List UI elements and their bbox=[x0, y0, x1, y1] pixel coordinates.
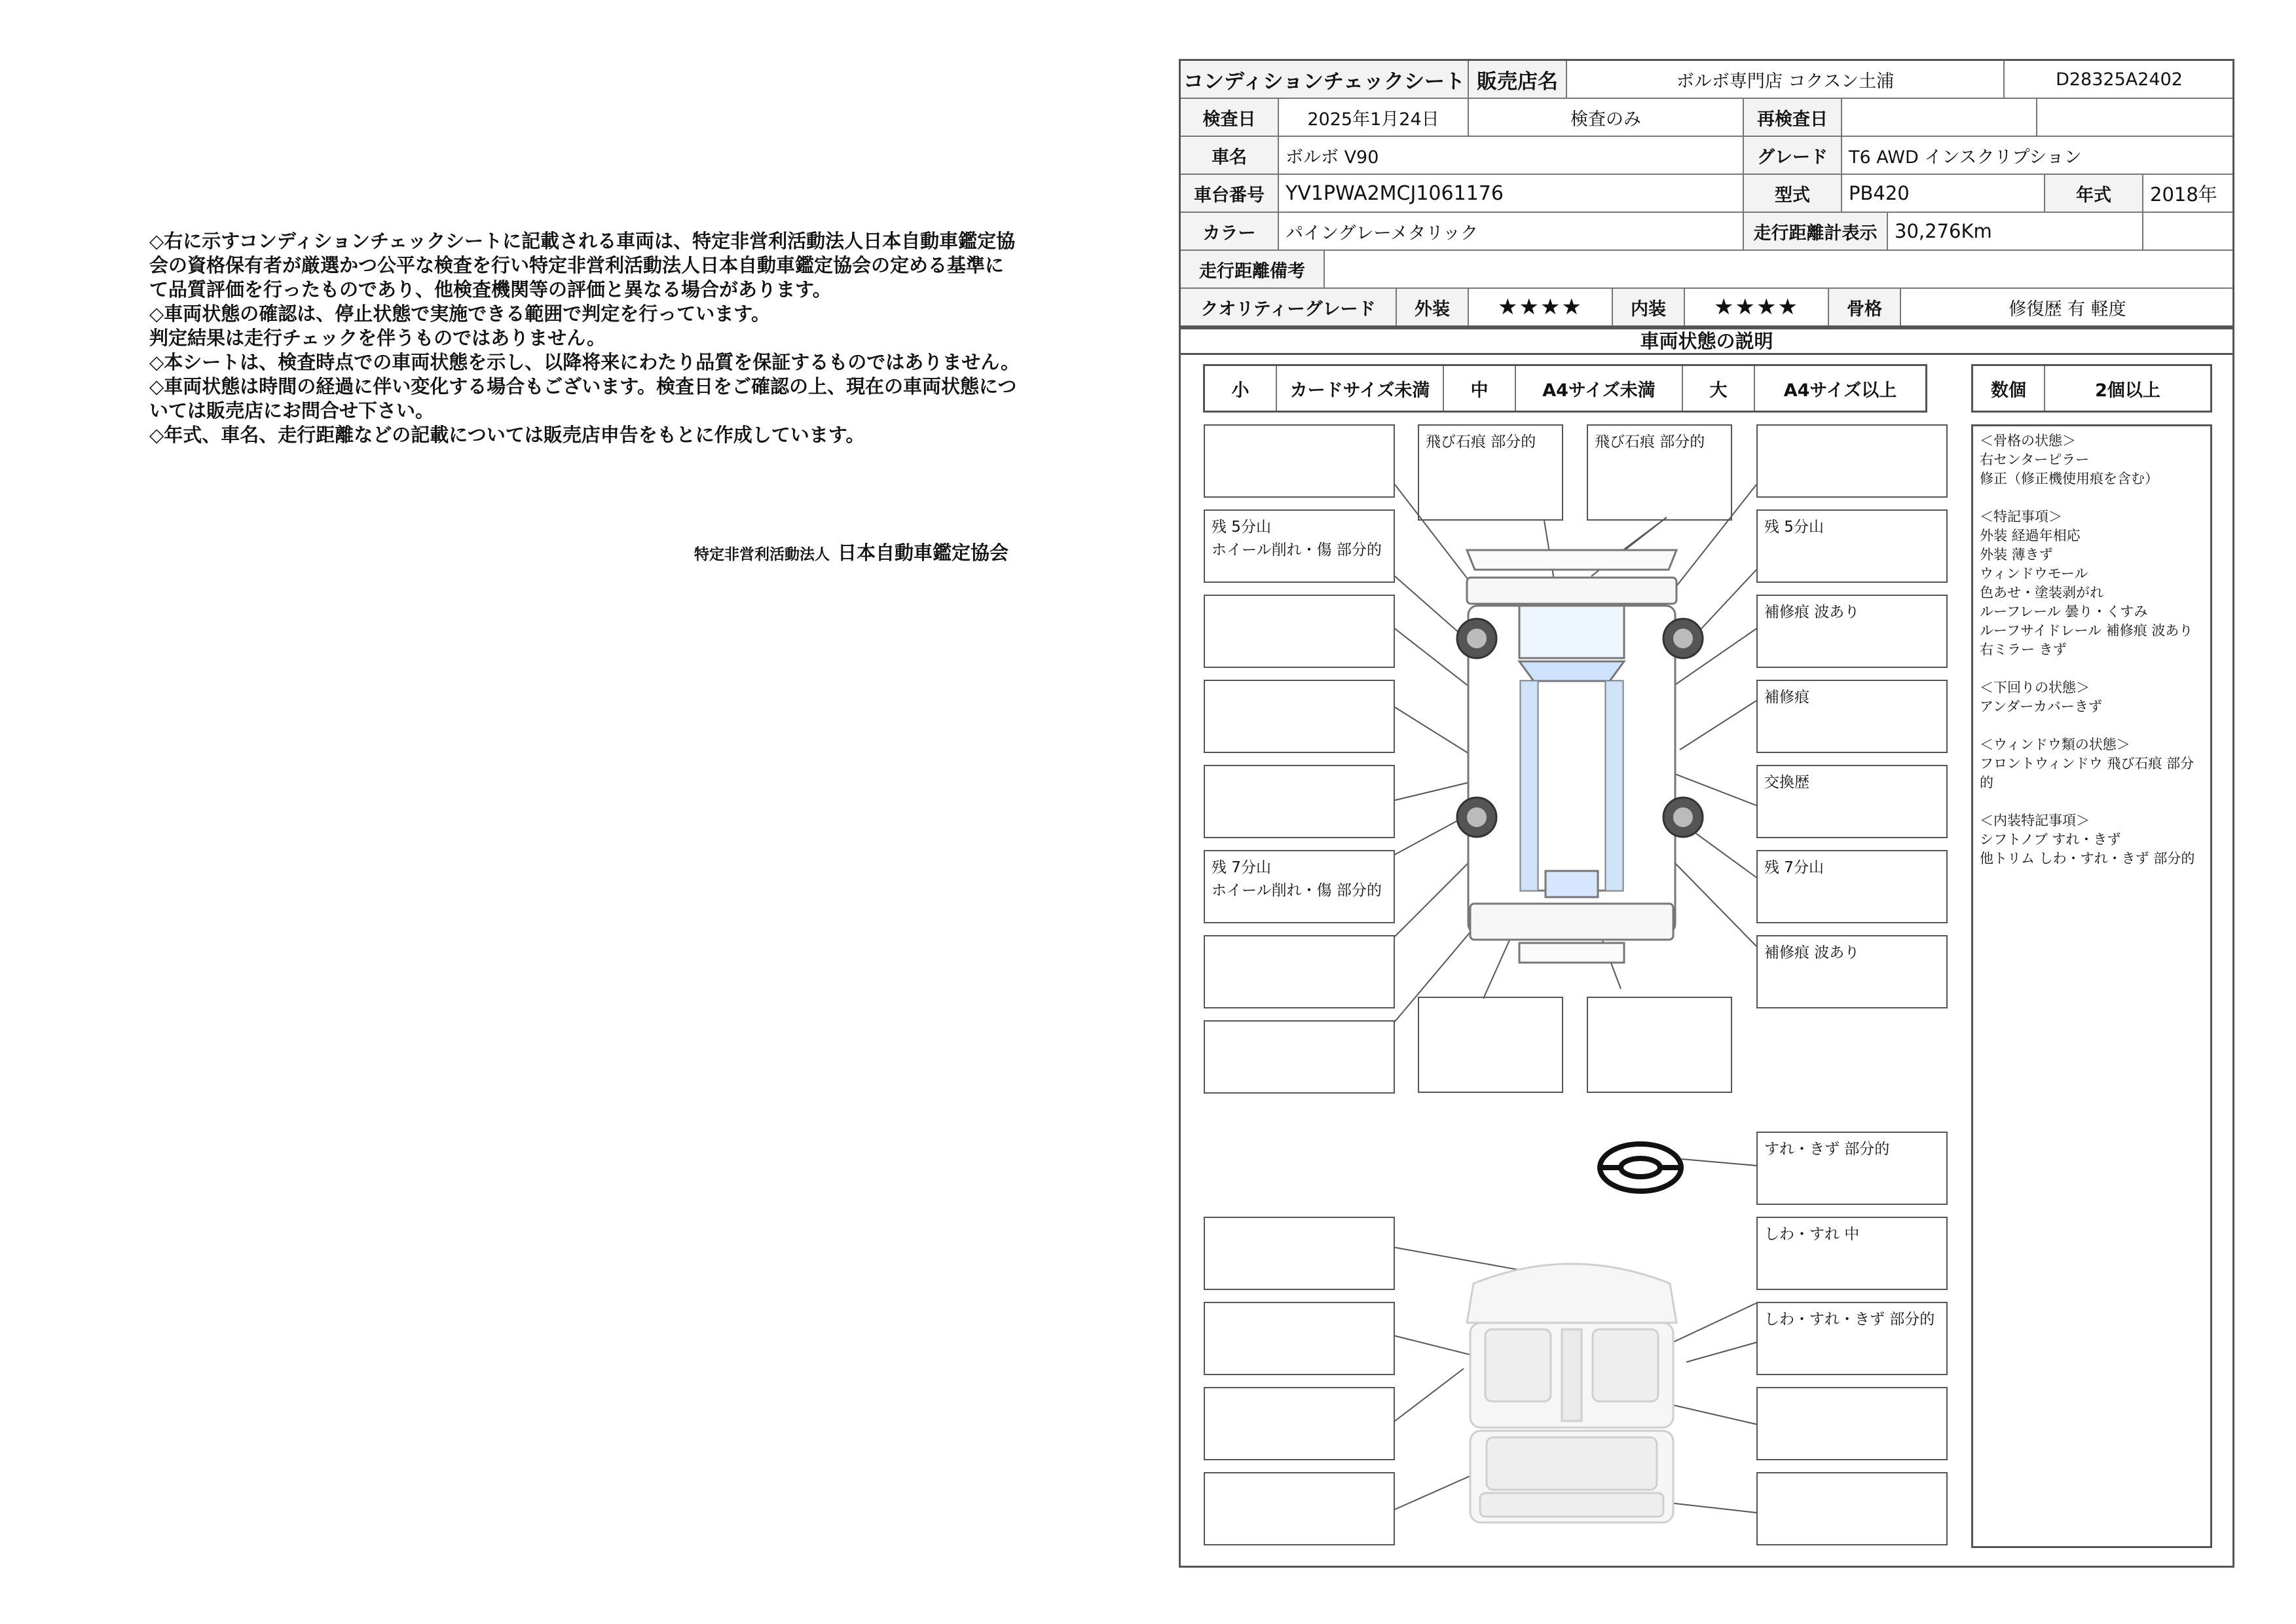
callout-top-mid-1 bbox=[1418, 424, 1563, 521]
callout-left-6 bbox=[1204, 850, 1395, 923]
summary-line: 右ミラー きず bbox=[1980, 642, 2067, 657]
callout-top-mid-2 bbox=[1587, 424, 1732, 521]
inspect-date-label: 検査日 bbox=[1181, 99, 1279, 136]
summary-line: ウィンドウモール bbox=[1980, 566, 2088, 581]
car-name: ボルボ V90 bbox=[1279, 137, 1744, 174]
callout-text: 補修痕 bbox=[1764, 689, 1809, 706]
callout-text: 残 7分山 bbox=[1212, 859, 1271, 876]
summary-line: 修正（修正機使用痕を含む） bbox=[1980, 471, 2158, 487]
summary-line: 右センターピラー bbox=[1980, 452, 2090, 468]
year: 2018年 bbox=[2150, 183, 2217, 206]
chassis-label: 車台番号 bbox=[1181, 175, 1279, 212]
exterior-stars: ★★★★ bbox=[1469, 289, 1613, 325]
legend-medium: 中 bbox=[1444, 366, 1516, 411]
callout-left-1 bbox=[1204, 424, 1395, 498]
legend-small-desc: カードサイズ未満 bbox=[1277, 366, 1444, 411]
note-line: ◇右に示すコンディションチェックシートに記載される車両は、特定非営利活動法人日本自動車鑑定協会の資格保有者が厳選かつ公平な検査を行い特定非営利活動法人日本自動車鑑定協会の定める基準にて品質評価を行ったものであり、他検査機関等の評価と異なる場合があります。 bbox=[149, 230, 1016, 301]
callout-text: 残 5分山 bbox=[1212, 519, 1271, 536]
car-body-outline bbox=[1467, 550, 1676, 963]
callout-right-5 bbox=[1756, 765, 1948, 838]
grade-label: グレード bbox=[1744, 137, 1842, 174]
sheet-id: D28325A2402 bbox=[2056, 69, 2183, 90]
callout-left-8 bbox=[1204, 1020, 1395, 1094]
callout-text: 残 5分山 bbox=[1764, 519, 1824, 536]
reinspect-label: 再検査日 bbox=[1744, 99, 1842, 136]
callout-int-right-2 bbox=[1756, 1302, 1948, 1375]
callout-text: 補修痕 波あり bbox=[1764, 944, 1860, 961]
interior-stars: ★★★★ bbox=[1685, 289, 1829, 325]
summary-line: ＜骨格の状態＞ bbox=[1980, 433, 2076, 449]
callout-text: しわ・すれ 中 bbox=[1764, 1226, 1860, 1243]
callout-text: 飛び石痕 部分的 bbox=[1426, 434, 1536, 451]
callout-left-3 bbox=[1204, 595, 1395, 668]
legend-medium-desc: A4サイズ未満 bbox=[1516, 366, 1683, 411]
frame-label: 骨格 bbox=[1829, 289, 1901, 325]
callout-right-1 bbox=[1756, 424, 1948, 498]
callout-text: 残 7分山 bbox=[1764, 859, 1824, 876]
callout-int-right-3 bbox=[1756, 1387, 1948, 1460]
callout-right-2 bbox=[1756, 509, 1948, 583]
note-line: ◇本シートは、検査時点での車両状態を示し、以降将来にわたり品質を保証するものではありません。 bbox=[149, 351, 1020, 373]
mileage-label: 走行距離計表示 bbox=[1744, 213, 1888, 249]
callout-int-left-1 bbox=[1204, 1217, 1395, 1290]
note-line: ◇車両状態の確認は、停止状態で実施できる範囲で判定を行っています。 bbox=[149, 303, 770, 325]
car-name-label: 車名 bbox=[1181, 137, 1279, 174]
summary-line: ＜ウィンドウ類の状態＞ bbox=[1980, 737, 2130, 752]
association-name: 日本自動車鑑定協会 bbox=[837, 542, 1009, 564]
callout-left-4 bbox=[1204, 680, 1395, 753]
callout-int-right-1 bbox=[1756, 1217, 1948, 1290]
count-value: 2個以上 bbox=[2095, 380, 2160, 401]
summary-line: 色あせ・塗装剥がれ bbox=[1980, 585, 2103, 600]
color: パイングレーメタリック bbox=[1279, 213, 1744, 249]
callout-left-2 bbox=[1204, 509, 1395, 583]
callout-bot-mid-1 bbox=[1418, 997, 1563, 1093]
legend-large-desc: A4サイズ以上 bbox=[1783, 380, 1897, 401]
model-label: 型式 bbox=[1744, 175, 1842, 212]
callout-text: 補修痕 波あり bbox=[1764, 604, 1860, 621]
summary-line: シフトノブ すれ・きず bbox=[1980, 832, 2121, 847]
mileage: 30,276Km bbox=[1888, 213, 2143, 249]
callout-int-left-2 bbox=[1204, 1302, 1395, 1375]
model: PB420 bbox=[1842, 175, 2045, 212]
callout-text: 飛び石痕 部分的 bbox=[1595, 434, 1705, 451]
callout-int-left-4 bbox=[1204, 1472, 1395, 1545]
frame-value: 修復歴 有 軽度 bbox=[2009, 299, 2126, 320]
summary-line: 他トリム しわ・すれ・きず 部分的 bbox=[1980, 851, 2195, 866]
note-line: ◇車両状態は時間の経過に伴い変化する場合もございます。検査日をご確認の上、現在の車両状態については販売店にお問合せ下さい。 bbox=[149, 375, 1017, 422]
summary-gap bbox=[1980, 792, 2204, 811]
callout-int-right-4 bbox=[1756, 1472, 1948, 1545]
callout-bot-mid-2 bbox=[1587, 997, 1732, 1093]
callout-text: すれ・きず 部分的 bbox=[1764, 1141, 1890, 1158]
summary-line: ＜内装特記事項＞ bbox=[1980, 813, 2090, 828]
shop-label: 販売店名 bbox=[1469, 61, 1567, 98]
callout-text: ホイール削れ・傷 部分的 bbox=[1212, 882, 1382, 899]
steering-wheel-icon bbox=[1600, 1144, 1681, 1191]
note-line: 判定結果は走行チェックを伴うものではありません。 bbox=[149, 327, 606, 349]
legend-large: 大 bbox=[1683, 366, 1755, 411]
note-line: ◇年式、車名、走行距離などの記載については販売店申告をもとに作成しています。 bbox=[149, 424, 865, 446]
callout-steering bbox=[1756, 1132, 1948, 1205]
shop-name: ボルボ専門店 コクスン土浦 bbox=[1567, 61, 2005, 98]
summary-line: ルーフレール 曇り・くすみ bbox=[1980, 604, 2148, 619]
callout-left-5 bbox=[1204, 765, 1395, 838]
association-prefix: 特定非営利活動法人 bbox=[694, 546, 830, 563]
callout-int-left-3 bbox=[1204, 1387, 1395, 1460]
summary-line: 外装 薄きず bbox=[1980, 547, 2053, 563]
exterior-label: 外装 bbox=[1397, 289, 1469, 325]
callout-left-7 bbox=[1204, 935, 1395, 1008]
callout-text: ホイール削れ・傷 部分的 bbox=[1212, 542, 1382, 559]
chassis-number: YV1PWA2MCJ1061176 bbox=[1279, 175, 1744, 212]
callout-text: しわ・すれ・きず 部分的 bbox=[1764, 1311, 1935, 1328]
color-label: カラー bbox=[1181, 213, 1279, 249]
legend-small: 小 bbox=[1205, 366, 1277, 411]
interior-label: 内装 bbox=[1613, 289, 1685, 325]
sheet-title: コンディションチェックシート bbox=[1181, 61, 1469, 98]
summary-line: 外装 経過年相応 bbox=[1980, 528, 2081, 544]
summary-gap bbox=[1980, 659, 2204, 678]
summary-line: ルーフサイドレール 補修痕 波あり bbox=[1980, 623, 2193, 638]
count-label: 数個 bbox=[1973, 366, 2045, 411]
summary-line: アンダーカバーきず bbox=[1980, 699, 2102, 714]
section-title: 車両状態の説明 bbox=[1181, 329, 2232, 355]
callout-right-6 bbox=[1756, 850, 1948, 923]
summary-gap bbox=[1980, 489, 2204, 507]
condition-summary bbox=[1971, 424, 2212, 1548]
callout-right-4 bbox=[1756, 680, 1948, 753]
callout-right-3 bbox=[1756, 595, 1948, 668]
summary-line: フロントウィンドウ 飛び石痕 部分的 bbox=[1980, 756, 2194, 790]
callout-right-7 bbox=[1756, 935, 1948, 1008]
summary-line: ＜下回りの状態＞ bbox=[1980, 680, 2090, 695]
inspect-date: 2025年1月24日 bbox=[1279, 99, 1469, 136]
summary-gap bbox=[1980, 716, 2204, 735]
year-label: 年式 bbox=[2045, 175, 2143, 212]
summary-line: ＜特記事項＞ bbox=[1980, 509, 2062, 525]
quality-grade-label: クオリティーグレード bbox=[1181, 289, 1397, 325]
grade: T6 AWD インスクリプション bbox=[1849, 147, 2082, 168]
callout-text: 交換歴 bbox=[1764, 774, 1809, 791]
mileage-note-label: 走行距離備考 bbox=[1181, 251, 1325, 287]
inspect-type: 検査のみ bbox=[1469, 99, 1744, 136]
interior-diagram bbox=[1467, 1264, 1676, 1522]
